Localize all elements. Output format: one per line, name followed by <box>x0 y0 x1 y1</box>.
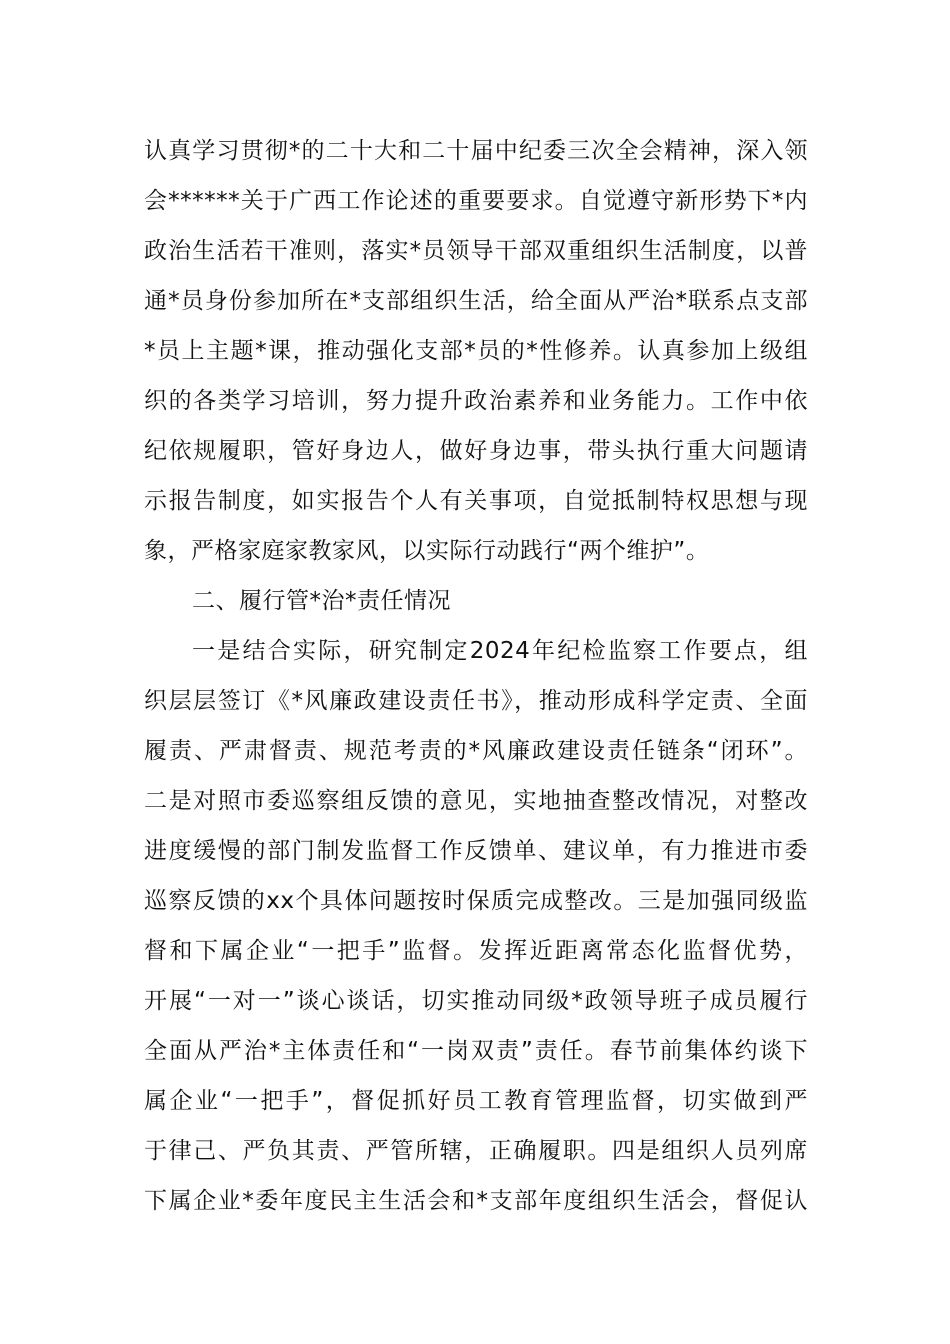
text-line: 织层层签订《*风廉政建设责任书》，推动形成科学定责、全面 <box>144 688 808 714</box>
text-line: 通*员身份参加所在*支部组织生活，给全面从严治*联系点支部 <box>144 288 808 314</box>
text-line: 开展“一对一”谈心谈话，切实推动同级*政领导班子成员履行 <box>144 988 808 1014</box>
section-heading: 二、履行管*治*责任情况 <box>192 588 451 614</box>
text-line: 政治生活若干准则，落实*员领导干部双重组织生活制度，以普 <box>144 238 808 264</box>
text-line: 督和下属企业“一把手”监督。发挥近距离常态化监督优势， <box>144 938 808 964</box>
text-line: 象，严格家庭家教家风，以实际行动践行“两个维护”。 <box>144 538 710 564</box>
text-line: 示报告制度，如实报告个人有关事项，自觉抵制特权思想与现 <box>144 488 808 514</box>
text-line: 于律己、严负其责、严管所辖，正确履职。四是组织人员列席 <box>144 1138 808 1164</box>
text-line: 巡察反馈的xx个具体问题按时保质完成整改。三是加强同级监 <box>144 888 808 914</box>
text-line: 履责、严肃督责、规范考责的*风廉政建设责任链条“闭环”。 <box>144 738 808 764</box>
text-line: 纪依规履职，管好身边人，做好身边事，带头执行重大问题请 <box>144 438 808 464</box>
text-line: 二是对照市委巡察组反馈的意见，实地抽查整改情况，对整改 <box>144 788 808 814</box>
text-line: 下属企业*委年度民主生活会和*支部年度组织生活会，督促认 <box>144 1188 808 1214</box>
text-line: 全面从严治*主体责任和“一岗双责”责任。春节前集体约谈下 <box>144 1038 808 1064</box>
text-line: 织的各类学习培训，努力提升政治素养和业务能力。工作中依 <box>144 388 808 414</box>
document-body <box>144 126 808 1226</box>
text-line: 进度缓慢的部门制发监督工作反馈单、建议单，有力推进市委 <box>144 838 808 864</box>
text-line: 会******关于广西工作论述的重要要求。自觉遵守新形势下*内 <box>144 188 808 214</box>
text-line: 一是结合实际，研究制定2024年纪检监察工作要点，组 <box>192 638 808 664</box>
text-line: *员上主题*课，推动强化支部*员的*性修养。认真参加上级组 <box>144 338 808 364</box>
text-line: 认真学习贯彻*的二十大和二十届中纪委三次全会精神，深入领 <box>144 138 808 164</box>
text-line: 属企业“一把手”，督促抓好员工教育管理监督，切实做到严 <box>144 1088 808 1114</box>
